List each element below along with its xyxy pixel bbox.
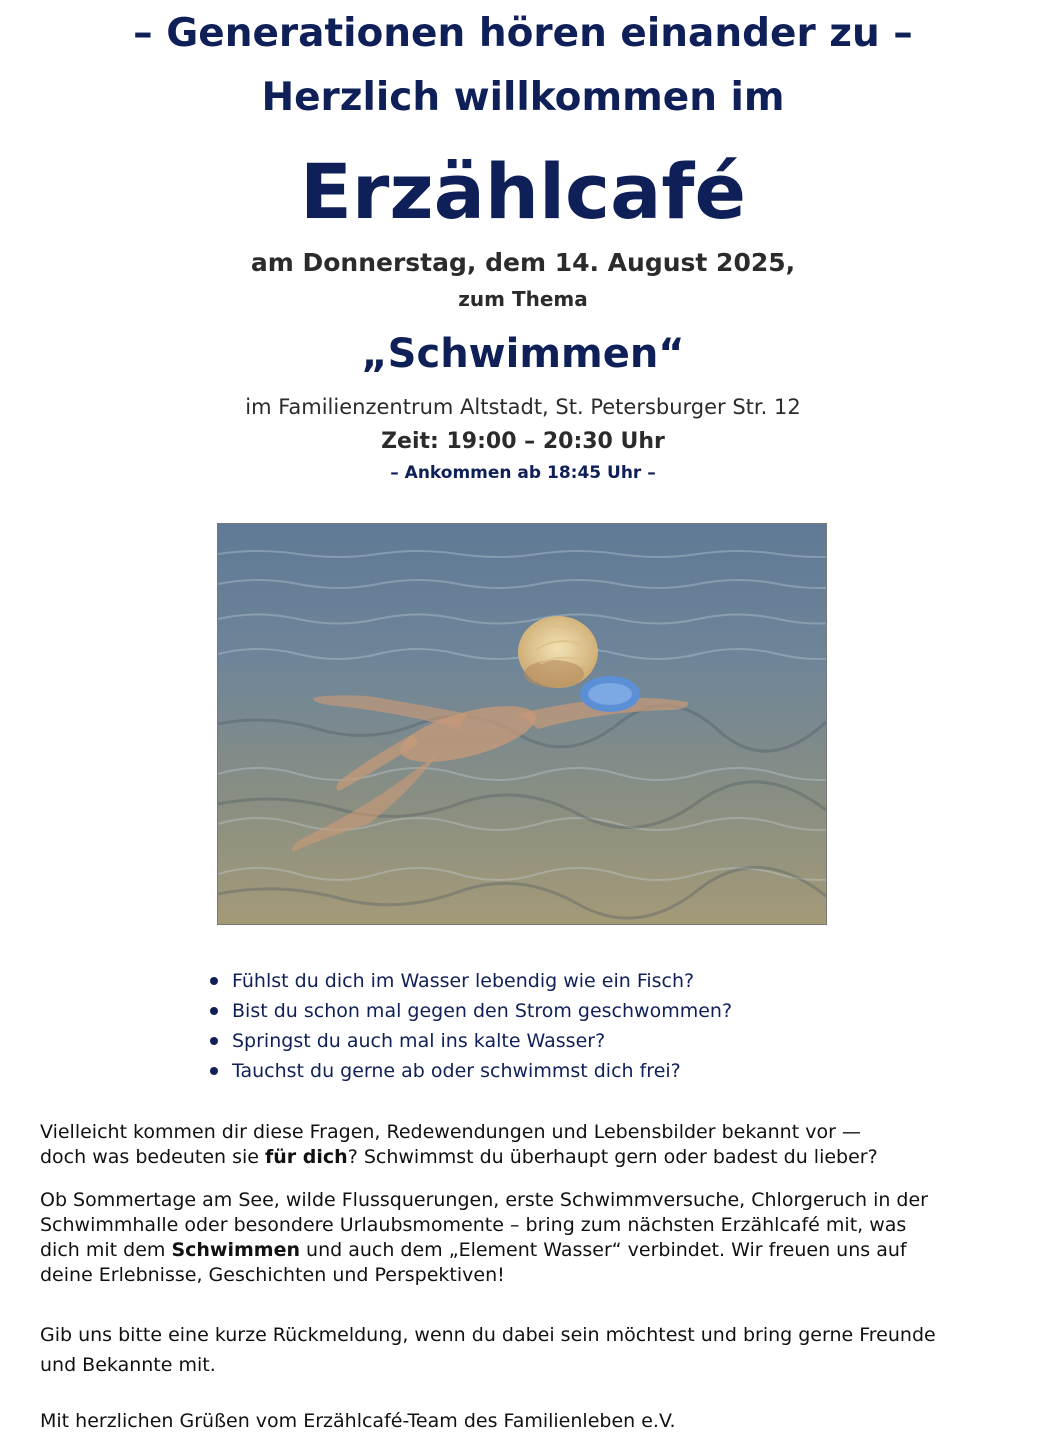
question-text: Bist du schon mal gegen den Strom geschwommen?	[232, 1000, 733, 1022]
list-item	[208, 966, 928, 996]
arrival-time: – Ankommen ab 18:45 Uhr –	[390, 463, 656, 483]
emphasis-text: Schwimmen	[171, 1239, 300, 1261]
list-item	[208, 996, 928, 1026]
welcome-line: Herzlich willkommen im	[261, 75, 785, 120]
paragraph-line: Gib uns bitte eine kurze Rückmeldung, wenn du dabei sein möchtest und bring gerne Freunde	[40, 1324, 936, 1346]
paragraph-line: Schwimmhalle oder besondere Urlaubsmomente – bring zum nächsten Erzählcafé mit, was	[40, 1214, 907, 1236]
bullet-icon	[210, 1037, 218, 1045]
text-run: dich mit dem	[40, 1239, 172, 1261]
question-text: Tauchst du gerne ab oder schwimmst dich frei?	[232, 1060, 681, 1082]
event-topic: „Schwimmen“	[361, 331, 685, 377]
question-text: Fühlst du dich im Wasser lebendig wie ein Fisch?	[232, 970, 695, 992]
text-run: doch was bedeuten sie	[40, 1146, 266, 1168]
text-run: und auch dem „Element Wasser“ verbindet. Wir freuen uns auf	[300, 1239, 907, 1261]
event-date: am Donnerstag, dem 14. August 2025,	[250, 248, 796, 277]
closing-line: Mit herzlichen Grüßen vom Erzählcafé-Team des Familienleben e.V.	[40, 1410, 676, 1432]
bullet-icon	[210, 1067, 218, 1075]
paragraph-line	[40, 1145, 1006, 1170]
list-item	[208, 1026, 928, 1056]
bullet-icon	[210, 1007, 218, 1015]
paragraph-line: deine Erlebnisse, Geschichten und Perspektiven!	[40, 1264, 505, 1286]
swimmer-photo	[217, 523, 827, 925]
topic-label: zum Thema	[458, 287, 588, 311]
paragraph-line: Vielleicht kommen dir diese Fragen, Redewendungen und Lebensbilder bekannt vor —	[40, 1121, 861, 1143]
emphasis-text: für dich	[265, 1146, 348, 1168]
question-list	[208, 966, 928, 1086]
question-text: Springst du auch mal ins kalte Wasser?	[232, 1030, 606, 1052]
list-item	[208, 1056, 928, 1086]
page-title: Erzählcafé	[299, 147, 747, 236]
bullet-icon	[210, 977, 218, 985]
event-venue: im Familienzentrum Altstadt, St. Petersburger Str. 12	[245, 395, 801, 419]
paragraph-line	[40, 1238, 1006, 1263]
event-time: Zeit: 19:00 – 20:30 Uhr	[381, 429, 665, 454]
paragraph-line: und Bekannte mit.	[40, 1354, 216, 1376]
text-run: ? Schwimmst du überhaupt gern oder badest du lieber?	[347, 1146, 878, 1168]
tagline: – Generationen hören einander zu –	[133, 11, 913, 56]
intro-paragraph	[40, 1120, 1006, 1170]
paragraph-line: Ob Sommertage am See, wilde Flussquerungen, erste Schwimmversuche, Chlorgeruch in der	[40, 1189, 928, 1211]
rsvp-paragraph	[40, 1320, 1006, 1380]
invitation-paragraph	[40, 1188, 1006, 1288]
